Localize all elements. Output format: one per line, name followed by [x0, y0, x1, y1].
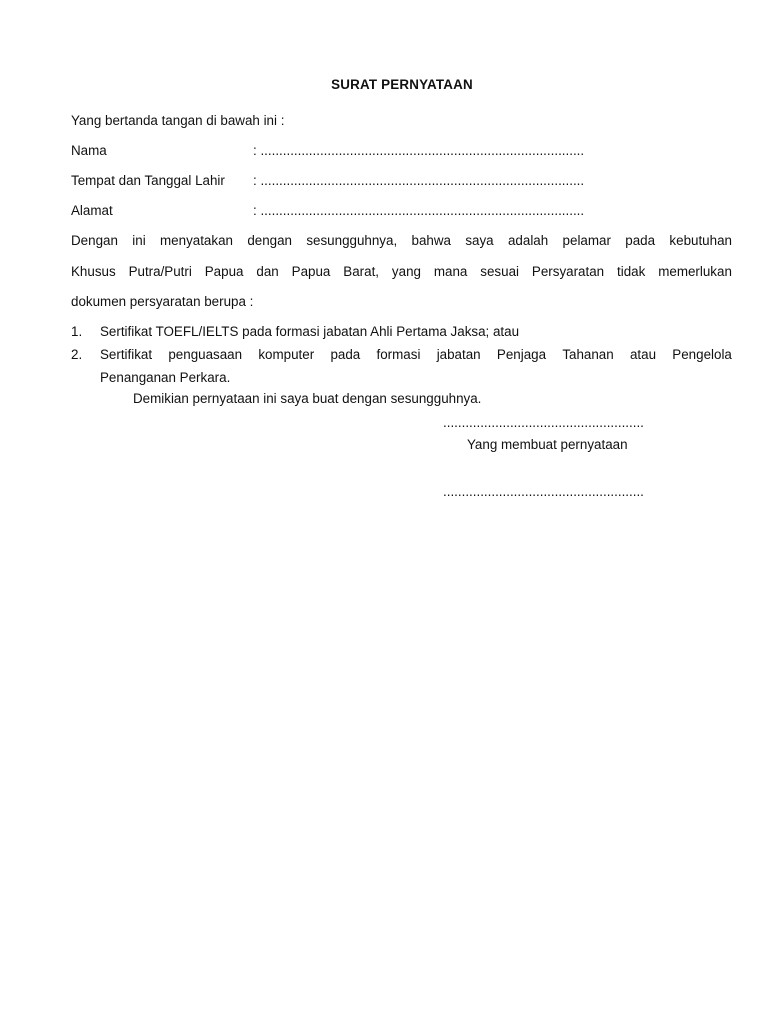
list-number-2: 2. — [71, 347, 83, 362]
signature-place-date: ...................................................... — [443, 415, 644, 430]
word: tidak — [617, 264, 646, 279]
field-value-ttl: : ....................................................................................... — [253, 173, 585, 188]
list-text-1: Sertifikat TOEFL/IELTS pada formasi jabatan Ahli Pertama Jaksa; atau — [100, 324, 520, 339]
word: komputer — [258, 347, 315, 362]
field-value-nama: : ....................................................................................... — [253, 143, 585, 158]
word: pada — [625, 233, 656, 248]
statement-line-1-words — [71, 233, 732, 248]
word: Tahanan — [562, 347, 614, 362]
word: Putra/Putri — [128, 264, 192, 279]
statement-line-2-words — [71, 264, 732, 279]
word: Penjaga — [496, 347, 547, 362]
word: menyatakan — [160, 233, 233, 248]
word: saya — [465, 233, 494, 248]
word: Persyaratan — [531, 264, 605, 279]
list-text-2-line-2: Penanganan Perkara. — [100, 370, 231, 385]
closing-text: Demikian pernyataan ini saya buat dengan sesungguhnya. — [133, 391, 482, 406]
word: penguasaan — [168, 347, 243, 362]
word: adalah — [507, 233, 549, 248]
signature-role: Yang membuat pernyataan — [467, 437, 628, 452]
word: Papua — [204, 264, 244, 279]
word: formasi — [376, 347, 421, 362]
list-text-2-line-1-words — [100, 347, 732, 362]
word: Dengan — [71, 233, 118, 248]
word: Barat, — [343, 264, 380, 279]
field-label-ttl: Tempat dan Tanggal Lahir — [71, 173, 225, 188]
statement-line-1 — [71, 233, 732, 248]
intro-text: Yang bertanda tangan di bawah ini : — [71, 113, 285, 128]
word: bahwa — [411, 233, 451, 248]
list-number-1: 1. — [71, 324, 83, 339]
word: sesuai — [480, 264, 519, 279]
word: sesungguhnya, — [306, 233, 398, 248]
word: pelamar — [562, 233, 611, 248]
signature-name: ...................................................... — [443, 484, 644, 499]
word: Papua — [291, 264, 331, 279]
statement-line-3: dokumen persyaratan berupa : — [71, 294, 254, 309]
word: Sertifikat — [100, 347, 153, 362]
word: atau — [629, 347, 657, 362]
word: mana — [433, 264, 468, 279]
field-label-nama: Nama — [71, 143, 107, 158]
word: Khusus — [71, 264, 116, 279]
word: pada — [330, 347, 361, 362]
word: Pengelola — [672, 347, 732, 362]
document-title: SURAT PERNYATAAN — [331, 77, 473, 92]
field-label-alamat: Alamat — [71, 203, 113, 218]
word: memerlukan — [658, 264, 732, 279]
word: yang — [391, 264, 421, 279]
word: dan — [256, 264, 279, 279]
field-value-alamat: : ....................................................................................... — [253, 203, 585, 218]
statement-line-2 — [71, 264, 732, 279]
list-text-2-line-1 — [100, 347, 732, 362]
word: dengan — [247, 233, 292, 248]
word: jabatan — [436, 347, 481, 362]
word: kebutuhan — [669, 233, 732, 248]
word: ini — [132, 233, 146, 248]
